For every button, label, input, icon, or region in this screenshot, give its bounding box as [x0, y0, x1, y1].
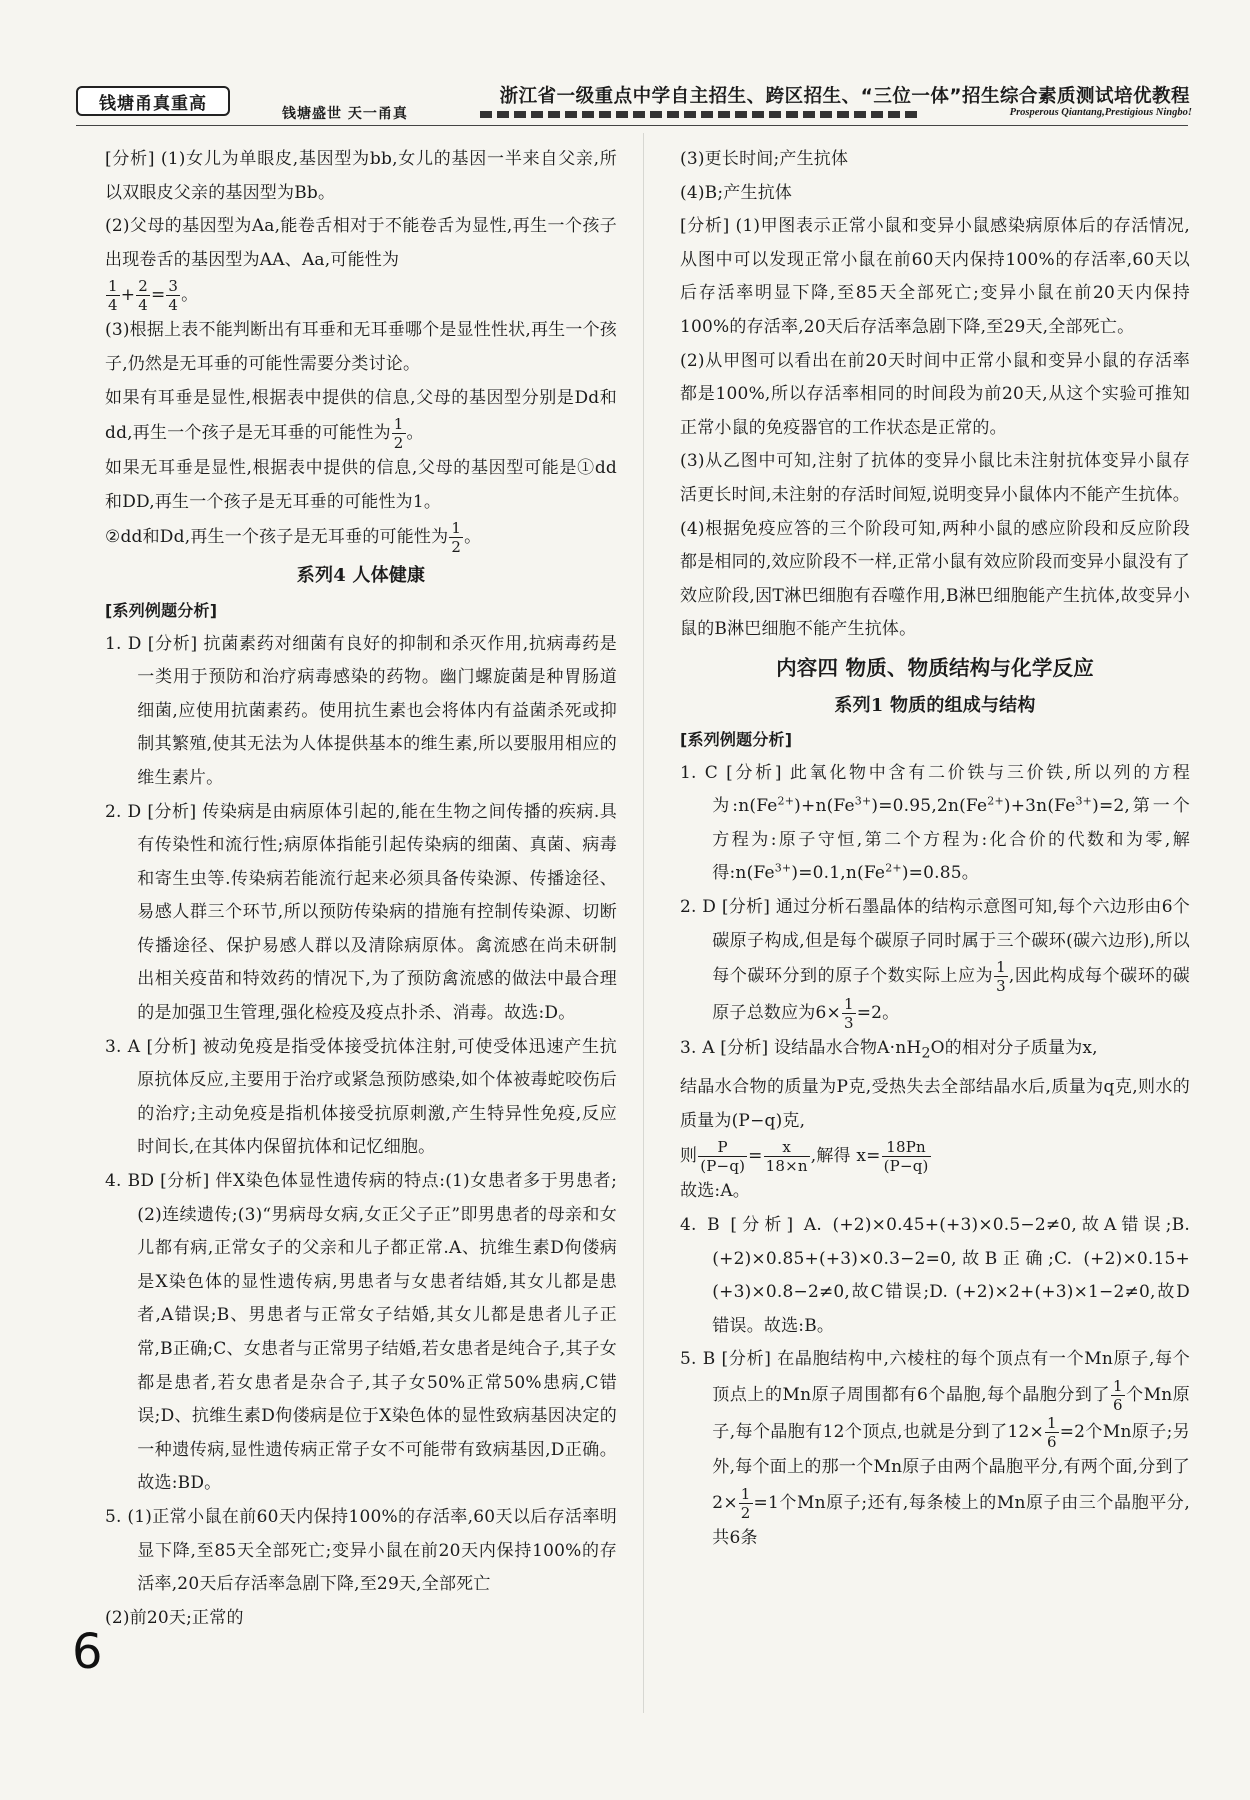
fraction: $\frac{2}{4}$ [138, 277, 148, 315]
paragraph: (4)B;产生抗体 [680, 182, 793, 203]
left-column [105, 143, 617, 1635]
answer-item: 4. B [分析] A. (+2)×0.45+(+3)×0.5−2≠0,故A错误;B. (+2)×0.85+(+3)×0.3−2=0,故B正确;C. (+2)×0.15+(+3)×0.8−2≠0,故C错误;D. (+2)×2+(+3)×1−2≠0,故D错误。故选:B。 [680, 1215, 1190, 1336]
brand-slogan: 钱塘盛世 天一甬真 [282, 106, 408, 122]
fraction: $\frac{1}{2}$ [740, 1484, 751, 1522]
answer-item: 2. D [分析] 通过分析石墨晶体的结构示意图可知,每个六边形由6个碳原子构成,但是每个碳原子同时属于三个碳环(碳六边形),所以每个碳环分到的原子个数实际上应为 $\frac{1}{3}$ ,因此构成每个碳环的碳原子总数应为6× $\frac{1}{3}$ =2。 [680, 897, 1190, 1033]
column-divider [643, 133, 644, 1713]
paragraph: ②dd和Dd,再生一个孩子是无耳垂的可能性为 $\frac{1}{2}$ 。 [105, 519, 482, 557]
header-subtitle: Prosperous Qiantang,Prestigious Ningbo! [1009, 107, 1192, 118]
fraction: $\frac{1}{3}$ [843, 995, 854, 1033]
example-label: [系列例题分析] [680, 730, 793, 750]
answer-item: 1. C [分析] 此氧化物中含有二价铁与三价铁,所以列的方程为$:n(Fe^{2+})+n(Fe^{3+})=0.95,2n(Fe^{2+})+3n(Fe^{3+})=2$,第一个方程为:原子守恒,第二个方程为:化合价的代数和为零,解得$:n(Fe^{3+})=0.1,n(Fe^{2+})=0.85$。 [680, 762, 1191, 884]
answer-item: 1. D [分析] 抗菌素药对细菌有良好的抑制和杀灭作用,抗病毒药是一类用于预防和治疗病毒感染的药物。幽门螺旋菌是种胃肠道细菌,应使用抗菌素药。使用抗生素也会将体内有益菌杀死或抑制其繁殖,使其无法为人体提供基本的维生素,所以要服用相应的维生素片。 [105, 633, 617, 788]
fraction: $\frac{1}{6}$ [1046, 1413, 1057, 1451]
paragraph: (3)从乙图中可知,注射了抗体的变异小鼠比未注射抗体变异小鼠存活更长时间,未注射的存活时间短,说明变异小鼠体内不能产生抗体。 [680, 451, 1191, 505]
paragraph: 如果无耳垂是显性,根据表中提供的信息,父母的基因型可能是①dd和DD,再生一个孩子是无耳垂的可能性为1。 [105, 458, 617, 512]
paragraph: (3)更长时间;产生抗体 [680, 149, 849, 169]
answer-item: 5. B [分析] 在晶胞结构中,六棱柱的每个顶点有一个Mn原子,每个顶点上的Mn原子周围都有6个晶胞,每个晶胞分到了 $\frac{1}{6}$ 个Mn原子,每个晶胞有12个顶点,也就是分到了12× $\frac{1}{6}$ =2个Mn原子;另外,每个面上的那一个Mn原子由两个晶胞平分,有两个面,分到了2× $\frac{1}{2}$ =1个Mn原子;还有,每条棱上的Mn原子由三个晶胞平分,共6条 [680, 1349, 1191, 1548]
brand-logo [76, 86, 230, 116]
answer-item: 2. D [分析] 传染病是由病原体引起的,能在生物之间传播的疾病.具有传染性和流行性;病原体指能引起传染病的细菌、真菌、病毒和寄生虫等.传染病若能流行起来必须具备传染源、传播途径、易感人群三个环节,所以预防传染病的措施有控制传染源、切断传播途径、保护易感人群以及清除病原体。禽流感在尚未研制出相关疫苗和特效药的情况下,为了预防禽流感的做法中最合理的是加强卫生管理,强化检疫及疫点扑杀、消毒。故选:D。 [105, 801, 617, 1024]
content-heading: 内容四 物质、物质结构与化学反应 [776, 655, 1094, 680]
fraction: $\frac{1}{4}$ [108, 277, 118, 315]
header-dash-rule [480, 111, 920, 118]
answer-item: 5. (1)正常小鼠在前60天内保持100%的存活率,60天以后存活率明显下降,至85天全部死亡;变异小鼠在前20天内保持100%的存活率,20天后存活率急剧下降,至29天,全部死亡 [105, 1506, 617, 1595]
fraction: $\frac{3}{4}$ [168, 277, 179, 315]
answer-item: 3. A [分析] 被动免疫是指受体接受抗体注射,可使受体迅速产生抗原抗体反应,主要用于治疗或紧急预防感染,如个体被毒蛇咬伤后的治疗;主动免疫是指机体接受抗原刺激,产生特异性免疫,反应时间长,在其体内保留抗体和记忆细胞。 [105, 1036, 617, 1158]
example-label: [系列例题分析] [105, 600, 218, 620]
paragraph: (2)从甲图可以看出在前20天时间中正常小鼠和变异小鼠的存活率都是100%,所以存活率相同的时间段为前20天,从这个实验可推知正常小鼠的免疫器官的工作状态是正常的。 [680, 350, 1190, 438]
paragraph: (4)根据免疫应答的三个阶段可知,两种小鼠的感应阶段和反应阶段都是相同的,效应阶段不一样,正常小鼠有效应阶段而变异小鼠没有了效应阶段,因T淋巴细胞有吞噬作用,B淋巴细胞能产生抗体,故变异小鼠的B淋巴细胞不能产生抗体。 [680, 518, 1191, 640]
right-column [680, 143, 1190, 1555]
fraction: $\frac{x}{18\times n}$ [765, 1138, 808, 1176]
paragraph: 如果有耳垂是显性,根据表中提供的信息,父母的基因型分别是Dd和dd,再生一个孩子是无耳垂的可能性为 $\frac{1}{2}$ 。 [105, 387, 617, 453]
paragraph: [分析] (1)女儿为单眼皮,基因型为bb,女儿的基因一半来自父亲,所以双眼皮父亲的基因型为Bb。 [105, 149, 617, 203]
brand-text: 钱塘甬真重高 [99, 93, 207, 114]
fraction: $\frac{1}{3}$ [996, 958, 1006, 996]
paragraph: 结晶水合物的质量为P克,受热失去全部结晶水后,质量为q克,则水的质量为(P−q)克, [680, 1077, 1190, 1131]
section-heading: 系列4 人体健康 [296, 565, 426, 587]
fraction: $\frac{P}{(P-q)}$ [700, 1138, 746, 1176]
paragraph: [分析] (1)甲图表示正常小鼠和变异小鼠感染病原体后的存活情况,从图中可以发现正常小鼠在前60天内保持100%的存活率,60天以后存活率明显下降,至85天全部死亡;变异小鼠在前20天内保持100%的存活率,20天后存活率急剧下降,至29天,全部死亡。 [680, 216, 1190, 337]
fraction: $\frac{1}{2}$ [393, 415, 404, 453]
fraction: $\frac{18Pn}{(P-q)}$ [883, 1138, 929, 1176]
equation: 则 $\frac{P}{(P-q)}$ = $\frac{x}{18\times n}$ ,解得 x= $\frac{18Pn}{(P-q)}$ [680, 1138, 929, 1176]
fraction: $\frac{1}{6}$ [1113, 1376, 1123, 1414]
header-title: 浙江省一级重点中学自主招生、跨区招生、“三位一体”招生综合素质测试培优教程 [499, 86, 1190, 107]
paragraph: (3)根据上表不能判断出有耳垂和无耳垂哪个是显性性状,再生一个孩子,仍然是无耳垂的可能性需要分类讨论。 [105, 320, 617, 374]
answer-item: 3. A [分析] 设结晶水合物$A\cdot nH_2O$的相对分子质量为x, [680, 1038, 1098, 1062]
answer-item: 4. BD [分析] 伴X染色体显性遗传病的特点:(1)女患者多于男患者;(2)连续遗传;(3)“男病母女病,女正父子正”即男患者的母亲和女儿都有病,正常女子的父亲和儿子都正常.A、抗维生素D佝偻病是X染色体的显性遗传病,男患者与女患者结婚,其女儿都是患者,A错误;B、男患者与正常女子结婚,其女儿都是患者儿子正常,B正确;C、女患者与正常男子结婚,若女患者是纯合子,其子女都是患者,若女患者是杂合子,其子女50%正常50%患病,C错误;D、抗维生素D佝偻病是位于X染色体的显性致病基因决定的一种遗传病,显性遗传病正常子女不可能带有致病基因,D正确。故选:BD。 [105, 1171, 617, 1494]
fraction: $\frac{1}{2}$ [451, 519, 462, 557]
section-heading: 系列1 物质的组成与结构 [834, 694, 1036, 716]
paragraph: (2)前20天;正常的 [105, 1607, 244, 1628]
paragraph: 故选:A。 [680, 1181, 751, 1202]
header-rule [76, 125, 1188, 126]
page-number: 6 [72, 1624, 103, 1680]
paragraph: (2)父母的基因型为Aa,能卷舌相对于不能卷舌为显性,再生一个孩子出现卷舌的基因型为AA、Aa,可能性为 $\frac{1}{4}$ + $\frac{2}{4}$ = $\frac{3}{4}$ 。 [105, 216, 617, 315]
